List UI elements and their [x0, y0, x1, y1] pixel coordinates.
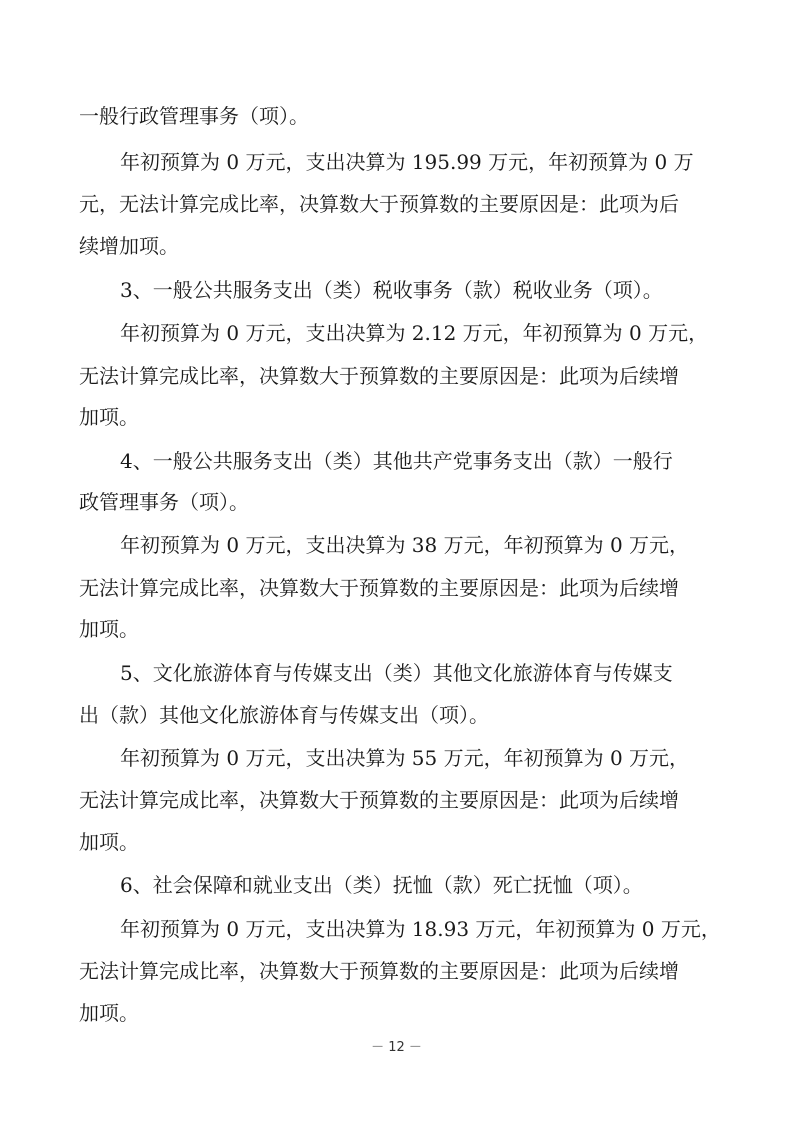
- text-line: 年初预算为 0 万元，支出决算为 38 万元，年初预算为 0 万元，: [120, 533, 690, 557]
- text-line: 元，无法计算完成比率，决算数大于预算数的主要原因是：此项为后: [79, 192, 679, 216]
- text-line: 出（款）其他文化旅游体育与传媒支出（项）。: [79, 703, 489, 727]
- text-line: 加项。: [79, 1001, 139, 1025]
- page-number: － 12 －: [371, 1040, 422, 1055]
- text-line: 年初预算为 0 万元，支出决算为 2.12 万元，年初预算为 0 万元，: [120, 321, 709, 345]
- text-line: 年初预算为 0 万元，支出决算为 18.93 万元，年初预算为 0 万元，: [120, 917, 721, 941]
- text-line: 无法计算完成比率，决算数大于预算数的主要原因是：此项为后续增: [79, 959, 679, 983]
- text-line: 3、一般公共服务支出（类）税收事务（款）税收业务（项）。: [120, 278, 663, 302]
- text-line: 4、一般公共服务支出（类）其他共产党事务支出（款）一般行: [120, 449, 673, 473]
- text-line: 一般行政管理事务（项）。: [79, 104, 309, 128]
- text-line: 无法计算完成比率，决算数大于预算数的主要原因是：此项为后续增: [79, 576, 679, 600]
- text-line: 无法计算完成比率，决算数大于预算数的主要原因是：此项为后续增: [79, 788, 679, 812]
- text-line: 政管理事务（项）。: [79, 490, 249, 514]
- text-line: 加项。: [79, 617, 139, 641]
- text-line: 续增加项。: [79, 234, 179, 258]
- text-line: 6、社会保障和就业支出（类）抚恤（款）死亡抚恤（项）。: [120, 873, 643, 897]
- text-line: 加项。: [79, 830, 139, 854]
- text-line: 年初预算为 0 万元，支出决算为 55 万元，年初预算为 0 万元，: [120, 746, 690, 770]
- text-line: 年初预算为 0 万元，支出决算为 195.99 万元，年初预算为 0 万: [120, 150, 694, 174]
- text-line: 5、文化旅游体育与传媒支出（类）其他文化旅游体育与传媒支: [120, 661, 673, 685]
- text-line: 加项。: [79, 405, 139, 429]
- text-line: 无法计算完成比率，决算数大于预算数的主要原因是：此项为后续增: [79, 364, 679, 388]
